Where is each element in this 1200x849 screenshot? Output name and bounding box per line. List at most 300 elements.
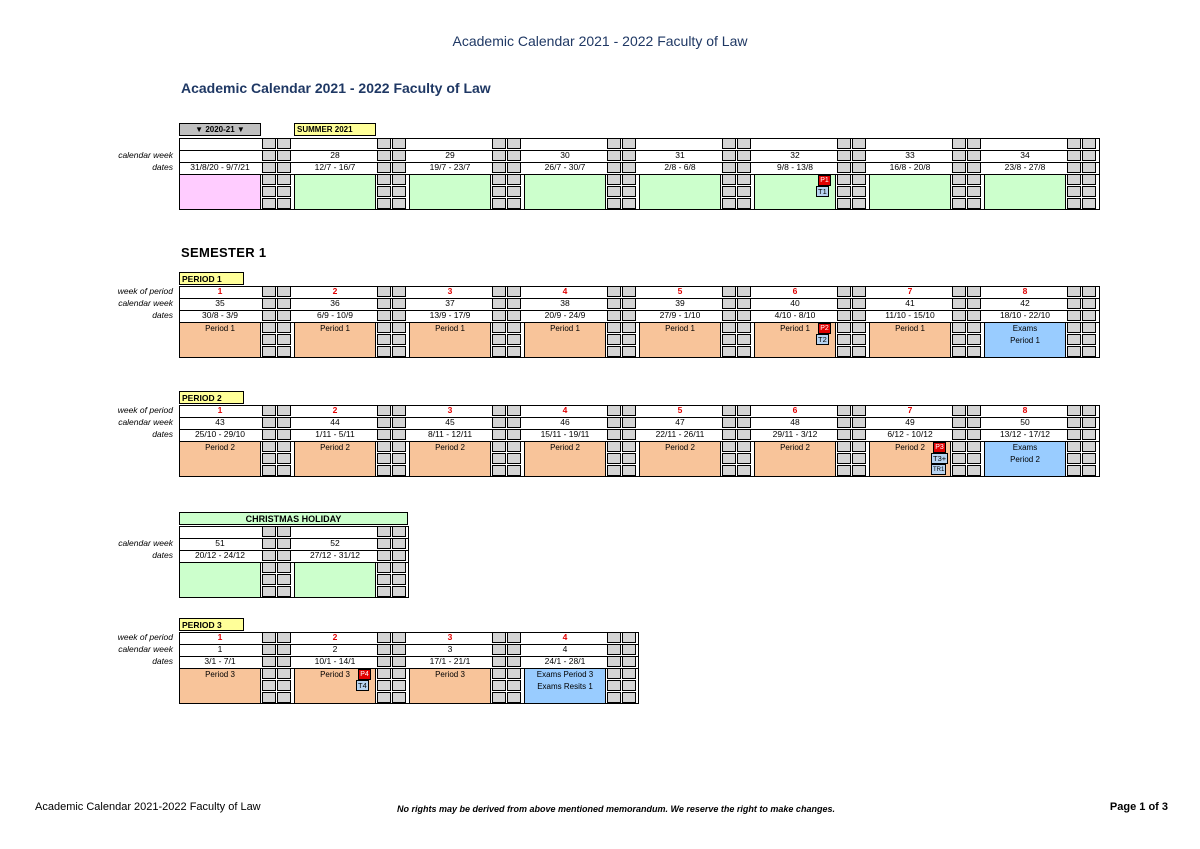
weekend-cell xyxy=(837,322,851,333)
weekend-cell xyxy=(607,417,621,428)
weekend-cell xyxy=(967,334,981,345)
week-of-period-number: 4 xyxy=(562,286,568,296)
weekend-cell xyxy=(1067,198,1081,209)
week-note: Exams xyxy=(1012,324,1038,333)
weekend-cell xyxy=(952,162,966,173)
calendar-week-number: 51 xyxy=(215,538,225,548)
weekend-cell xyxy=(607,174,621,185)
weekend-cell xyxy=(262,310,276,321)
week-note: Exams Period 3 xyxy=(536,670,594,679)
week-dates: 10/1 - 14/1 xyxy=(314,656,356,666)
weekend-cell xyxy=(277,198,291,209)
week-fill-green xyxy=(294,174,376,210)
weekend-cell xyxy=(492,405,506,416)
weekend-cell xyxy=(377,562,391,573)
week-dates: 31/8/20 - 9/7/21 xyxy=(190,162,250,172)
weekend-cell xyxy=(1067,174,1081,185)
weekend-cell xyxy=(277,405,291,416)
weekend-cell xyxy=(277,174,291,185)
weekend-cell xyxy=(1067,286,1081,297)
weekend-cell xyxy=(1067,441,1081,452)
weekend-cell xyxy=(967,405,981,416)
week-of-period-number: 3 xyxy=(447,632,453,642)
weekend-cell xyxy=(277,162,291,173)
weekend-cell xyxy=(722,286,736,297)
weekend-cell xyxy=(737,162,751,173)
weekend-cell xyxy=(377,162,391,173)
weekend-cell xyxy=(622,322,636,333)
calendar-week-number: 3 xyxy=(447,644,453,654)
weekend-cell xyxy=(622,656,636,667)
weekend-cell xyxy=(852,162,866,173)
weekend-cell xyxy=(967,453,981,464)
weekend-cell xyxy=(952,298,966,309)
weekend-cell xyxy=(622,668,636,679)
calendar-week-number: 29 xyxy=(445,150,455,160)
week-of-period-number: 6 xyxy=(792,405,798,415)
weekend-cell xyxy=(492,186,506,197)
document-title: Academic Calendar 2021 - 2022 Faculty of Law xyxy=(181,80,491,96)
calendar-week-number: 35 xyxy=(215,298,225,308)
weekend-cell xyxy=(492,453,506,464)
weekend-cell xyxy=(492,680,506,691)
weekend-cell xyxy=(377,441,391,452)
weekend-cell xyxy=(277,562,291,573)
weekend-cell xyxy=(492,322,506,333)
weekend-cell xyxy=(262,405,276,416)
weekend-cell xyxy=(722,198,736,209)
calendar-week-number: 52 xyxy=(330,538,340,548)
row-label-dates: dates xyxy=(152,429,173,439)
weekend-cell xyxy=(607,286,621,297)
weekend-cell xyxy=(722,441,736,452)
row-label-dates: dates xyxy=(152,310,173,320)
weekend-cell xyxy=(967,417,981,428)
week-note: Period 3 xyxy=(205,670,235,679)
page-header: Academic Calendar 2021 - 2022 Faculty of Law xyxy=(452,33,748,49)
weekend-cell xyxy=(852,441,866,452)
calendar-week-number: 1 xyxy=(217,644,223,654)
week-note: Period 2 xyxy=(320,443,350,452)
row-label-calendar-week: calendar week xyxy=(118,150,173,160)
weekend-cell xyxy=(392,632,406,643)
week-of-period-number: 7 xyxy=(907,405,913,415)
weekend-cell xyxy=(392,429,406,440)
weekend-cell xyxy=(1082,453,1096,464)
week-note: Period 1 xyxy=(320,324,350,333)
weekend-cell xyxy=(1067,346,1081,357)
week-of-period-number: 2 xyxy=(332,286,338,296)
week-dates: 27/12 - 31/12 xyxy=(309,550,361,560)
weekend-cell xyxy=(722,334,736,345)
footer-left: Academic Calendar 2021-2022 Faculty of Law xyxy=(35,801,261,813)
weekend-cell xyxy=(262,417,276,428)
weekend-cell xyxy=(507,644,521,655)
weekend-cell xyxy=(262,162,276,173)
weekend-cell xyxy=(262,574,276,585)
weekend-cell xyxy=(622,298,636,309)
weekend-cell xyxy=(737,453,751,464)
weekend-cell xyxy=(507,656,521,667)
week-of-period-number: 6 xyxy=(792,286,798,296)
weekend-cell xyxy=(722,174,736,185)
weekend-cell xyxy=(507,334,521,345)
week-fill-green xyxy=(179,562,261,598)
weekend-cell xyxy=(737,310,751,321)
weekend-cell xyxy=(262,334,276,345)
weekend-cell xyxy=(377,632,391,643)
weekend-cell xyxy=(722,310,736,321)
week-note: Period 3 xyxy=(435,670,465,679)
weekend-cell xyxy=(607,186,621,197)
weekend-cell xyxy=(837,310,851,321)
weekend-cell xyxy=(492,162,506,173)
weekend-cell xyxy=(377,334,391,345)
weekend-cell xyxy=(607,644,621,655)
weekend-cell xyxy=(277,586,291,597)
week-fill-green xyxy=(294,562,376,598)
weekend-cell xyxy=(277,680,291,691)
calendar-week-number: 37 xyxy=(445,298,455,308)
weekend-cell xyxy=(607,150,621,161)
weekend-cell xyxy=(622,441,636,452)
week-note: Period 1 xyxy=(665,324,695,333)
weekend-cell xyxy=(377,346,391,357)
weekend-cell xyxy=(392,138,406,149)
weekend-cell xyxy=(492,692,506,703)
weekend-cell xyxy=(277,465,291,476)
weekend-cell xyxy=(277,692,291,703)
week-dates: 27/9 - 1/10 xyxy=(659,310,701,320)
calendar-week-number: 47 xyxy=(675,417,685,427)
weekend-cell xyxy=(1082,298,1096,309)
week-of-period-number: 3 xyxy=(447,405,453,415)
week-fill-green xyxy=(869,174,951,210)
weekend-cell xyxy=(1067,322,1081,333)
weekend-cell xyxy=(507,298,521,309)
weekend-cell xyxy=(737,429,751,440)
weekend-cell xyxy=(277,310,291,321)
weekend-cell xyxy=(262,668,276,679)
week-fill-green xyxy=(984,174,1066,210)
row-label-dates: dates xyxy=(152,656,173,666)
year-selector[interactable]: ▼ 2020-21 ▼ xyxy=(179,123,261,136)
weekend-cell xyxy=(262,174,276,185)
weekend-cell xyxy=(507,692,521,703)
weekend-cell xyxy=(607,453,621,464)
weekend-cell xyxy=(1082,186,1096,197)
weekend-cell xyxy=(737,346,751,357)
weekend-cell xyxy=(377,429,391,440)
weekend-cell xyxy=(967,429,981,440)
weekend-cell xyxy=(852,465,866,476)
weekend-cell xyxy=(1067,334,1081,345)
week-of-period-number: 8 xyxy=(1022,405,1028,415)
weekend-cell xyxy=(392,526,406,537)
weekend-cell xyxy=(1082,286,1096,297)
weekend-cell xyxy=(1082,346,1096,357)
weekend-cell xyxy=(967,198,981,209)
weekend-cell xyxy=(262,538,276,549)
calendar-week-number: 28 xyxy=(330,150,340,160)
weekend-cell xyxy=(392,550,406,561)
weekend-cell xyxy=(277,138,291,149)
weekend-cell xyxy=(492,668,506,679)
weekend-cell xyxy=(492,346,506,357)
weekend-cell xyxy=(607,138,621,149)
weekend-cell xyxy=(392,465,406,476)
weekend-cell xyxy=(622,162,636,173)
weekend-cell xyxy=(1067,405,1081,416)
weekend-cell xyxy=(1082,310,1096,321)
weekend-cell xyxy=(392,644,406,655)
weekend-cell xyxy=(952,174,966,185)
week-of-period-number: 2 xyxy=(332,632,338,642)
weekend-cell xyxy=(507,138,521,149)
weekend-cell xyxy=(852,346,866,357)
weekend-cell xyxy=(507,441,521,452)
weekend-cell xyxy=(262,453,276,464)
weekend-cell xyxy=(392,680,406,691)
weekend-cell xyxy=(492,310,506,321)
weekend-cell xyxy=(837,150,851,161)
week-dates: 19/7 - 23/7 xyxy=(429,162,471,172)
weekend-cell xyxy=(737,405,751,416)
row-label-calendar-week: calendar week xyxy=(118,417,173,427)
week-note: Period 1 xyxy=(435,324,465,333)
weekend-cell xyxy=(377,417,391,428)
weekend-cell xyxy=(622,286,636,297)
weekend-cell xyxy=(1067,186,1081,197)
weekend-cell xyxy=(392,668,406,679)
weekend-cell xyxy=(492,417,506,428)
week-of-period-number: 4 xyxy=(562,405,568,415)
weekend-cell xyxy=(377,526,391,537)
row-label-calendar-week: calendar week xyxy=(118,644,173,654)
weekend-cell xyxy=(967,298,981,309)
weekend-cell xyxy=(1082,198,1096,209)
test-tag: T3+ xyxy=(933,454,947,463)
calendar-week-number: 38 xyxy=(560,298,570,308)
weekend-cell xyxy=(622,632,636,643)
weekend-cell xyxy=(507,346,521,357)
weekend-cell xyxy=(737,322,751,333)
weekend-cell xyxy=(492,656,506,667)
weekend-cell xyxy=(952,310,966,321)
footer-disclaimer: No rights may be derived from above mentioned memorandum. We reserve the right to make changes. xyxy=(397,804,835,814)
weekend-cell xyxy=(392,286,406,297)
week-of-period-number: 3 xyxy=(447,286,453,296)
weekend-cell xyxy=(262,346,276,357)
weekend-cell xyxy=(967,322,981,333)
row-label-calendar-week: calendar week xyxy=(118,298,173,308)
week-dates: 24/1 - 28/1 xyxy=(544,656,586,666)
weekend-cell xyxy=(607,680,621,691)
test-tag: T4 xyxy=(358,681,367,690)
week-dates: 6/12 - 10/12 xyxy=(887,429,933,439)
weekend-cell xyxy=(1067,162,1081,173)
weekend-cell xyxy=(507,174,521,185)
weekend-cell xyxy=(277,526,291,537)
weekend-cell xyxy=(967,174,981,185)
week-of-period-number: 1 xyxy=(217,286,223,296)
weekend-cell xyxy=(607,668,621,679)
weekend-cell xyxy=(377,680,391,691)
weekend-cell xyxy=(1082,429,1096,440)
weekend-cell xyxy=(507,198,521,209)
weekend-cell xyxy=(607,441,621,452)
weekend-cell xyxy=(622,453,636,464)
weekend-cell xyxy=(377,138,391,149)
weekend-cell xyxy=(967,150,981,161)
weekend-cell xyxy=(392,586,406,597)
calendar-week-number: 43 xyxy=(215,417,225,427)
weekend-cell xyxy=(952,429,966,440)
period-2-tag: PERIOD 2 xyxy=(179,391,244,404)
weekend-cell xyxy=(837,465,851,476)
weekend-cell xyxy=(967,138,981,149)
weekend-cell xyxy=(967,310,981,321)
weekend-cell xyxy=(277,298,291,309)
weekend-cell xyxy=(277,574,291,585)
weekend-cell xyxy=(262,562,276,573)
weekend-cell xyxy=(837,346,851,357)
week-dates: 9/8 - 13/8 xyxy=(777,162,813,172)
weekend-cell xyxy=(392,405,406,416)
weekend-cell xyxy=(852,310,866,321)
weekend-cell xyxy=(852,186,866,197)
weekend-cell xyxy=(492,632,506,643)
week-note: Period 2 xyxy=(550,443,580,452)
weekend-cell xyxy=(377,405,391,416)
week-note: Period 1 xyxy=(205,324,235,333)
weekend-cell xyxy=(377,174,391,185)
week-dates: 25/10 - 29/10 xyxy=(194,429,246,439)
weekend-cell xyxy=(1067,417,1081,428)
weekend-cell xyxy=(277,550,291,561)
weekend-cell xyxy=(952,150,966,161)
weekend-cell xyxy=(392,334,406,345)
weekend-cell xyxy=(262,680,276,691)
weekend-cell xyxy=(262,198,276,209)
weekend-cell xyxy=(507,680,521,691)
weekend-cell xyxy=(262,644,276,655)
weekend-cell xyxy=(507,405,521,416)
calendar-week-number: 42 xyxy=(1020,298,1030,308)
week-dates: 26/7 - 30/7 xyxy=(544,162,586,172)
weekend-cell xyxy=(1082,334,1096,345)
weekend-cell xyxy=(967,465,981,476)
weekend-cell xyxy=(277,453,291,464)
weekend-cell xyxy=(837,429,851,440)
weekend-cell xyxy=(737,198,751,209)
week-note: Period 1 xyxy=(895,324,925,333)
weekend-cell xyxy=(622,138,636,149)
calendar-week-number: 31 xyxy=(675,150,685,160)
week-note: Period 2 xyxy=(665,443,695,452)
weekend-cell xyxy=(277,441,291,452)
weekend-cell xyxy=(722,162,736,173)
weekend-cell xyxy=(377,692,391,703)
weekend-cell xyxy=(852,453,866,464)
weekend-cell xyxy=(622,417,636,428)
test-tag: T1 xyxy=(818,187,827,196)
calendar-week-number: 44 xyxy=(330,417,340,427)
weekend-cell xyxy=(377,453,391,464)
weekend-cell xyxy=(277,334,291,345)
weekend-cell xyxy=(1067,138,1081,149)
week-note: Period 1 xyxy=(550,324,580,333)
weekend-cell xyxy=(967,286,981,297)
weekend-cell xyxy=(492,644,506,655)
weekend-cell xyxy=(722,298,736,309)
weekend-cell xyxy=(737,150,751,161)
row-label-week-of_period: week of period xyxy=(117,632,173,642)
test-tag: T2 xyxy=(818,335,827,344)
week-dates: 6/9 - 10/9 xyxy=(317,310,353,320)
weekend-cell xyxy=(852,405,866,416)
week-note: Exams xyxy=(1012,443,1038,452)
weekend-cell xyxy=(262,441,276,452)
weekend-cell xyxy=(392,656,406,667)
weekend-cell xyxy=(607,310,621,321)
weekend-cell xyxy=(507,310,521,321)
week-dates: 20/12 - 24/12 xyxy=(194,550,246,560)
weekend-cell xyxy=(392,298,406,309)
weekend-cell xyxy=(952,186,966,197)
week-fill-pink xyxy=(179,174,261,210)
weekend-cell xyxy=(622,198,636,209)
calendar-week-number: 34 xyxy=(1020,150,1030,160)
weekend-cell xyxy=(377,198,391,209)
weekend-cell xyxy=(262,586,276,597)
weekend-cell xyxy=(952,198,966,209)
weekend-cell xyxy=(852,334,866,345)
weekend-cell xyxy=(1082,162,1096,173)
calendar-week-number: 36 xyxy=(330,298,340,308)
weekend-cell xyxy=(507,286,521,297)
weekend-cell xyxy=(277,286,291,297)
weekend-cell xyxy=(262,465,276,476)
week-dates: 11/10 - 15/10 xyxy=(885,310,935,320)
period-1-tag: PERIOD 1 xyxy=(179,272,244,285)
presentation-tag: P2 xyxy=(818,323,831,334)
weekend-cell xyxy=(722,429,736,440)
weekend-cell xyxy=(852,150,866,161)
week-note: Period 1 xyxy=(780,324,810,333)
weekend-cell xyxy=(722,346,736,357)
weekend-cell xyxy=(1067,429,1081,440)
weekend-cell xyxy=(622,150,636,161)
week-dates: 12/7 - 16/7 xyxy=(314,162,356,172)
presentation-tag: P1 xyxy=(818,175,831,186)
weekend-cell xyxy=(262,526,276,537)
summer-tag: SUMMER 2021 xyxy=(294,123,376,136)
weekend-cell xyxy=(952,138,966,149)
weekend-cell xyxy=(262,150,276,161)
weekend-cell xyxy=(392,162,406,173)
weekend-cell xyxy=(507,417,521,428)
weekend-cell xyxy=(377,538,391,549)
weekend-cell xyxy=(952,453,966,464)
weekend-cell xyxy=(1067,298,1081,309)
weekend-cell xyxy=(262,286,276,297)
week-dates: 16/8 - 20/8 xyxy=(889,162,931,172)
week-note: Period 2 xyxy=(895,443,925,452)
weekend-cell xyxy=(852,429,866,440)
calendar-week-number: 46 xyxy=(560,417,570,427)
weekend-cell xyxy=(492,198,506,209)
